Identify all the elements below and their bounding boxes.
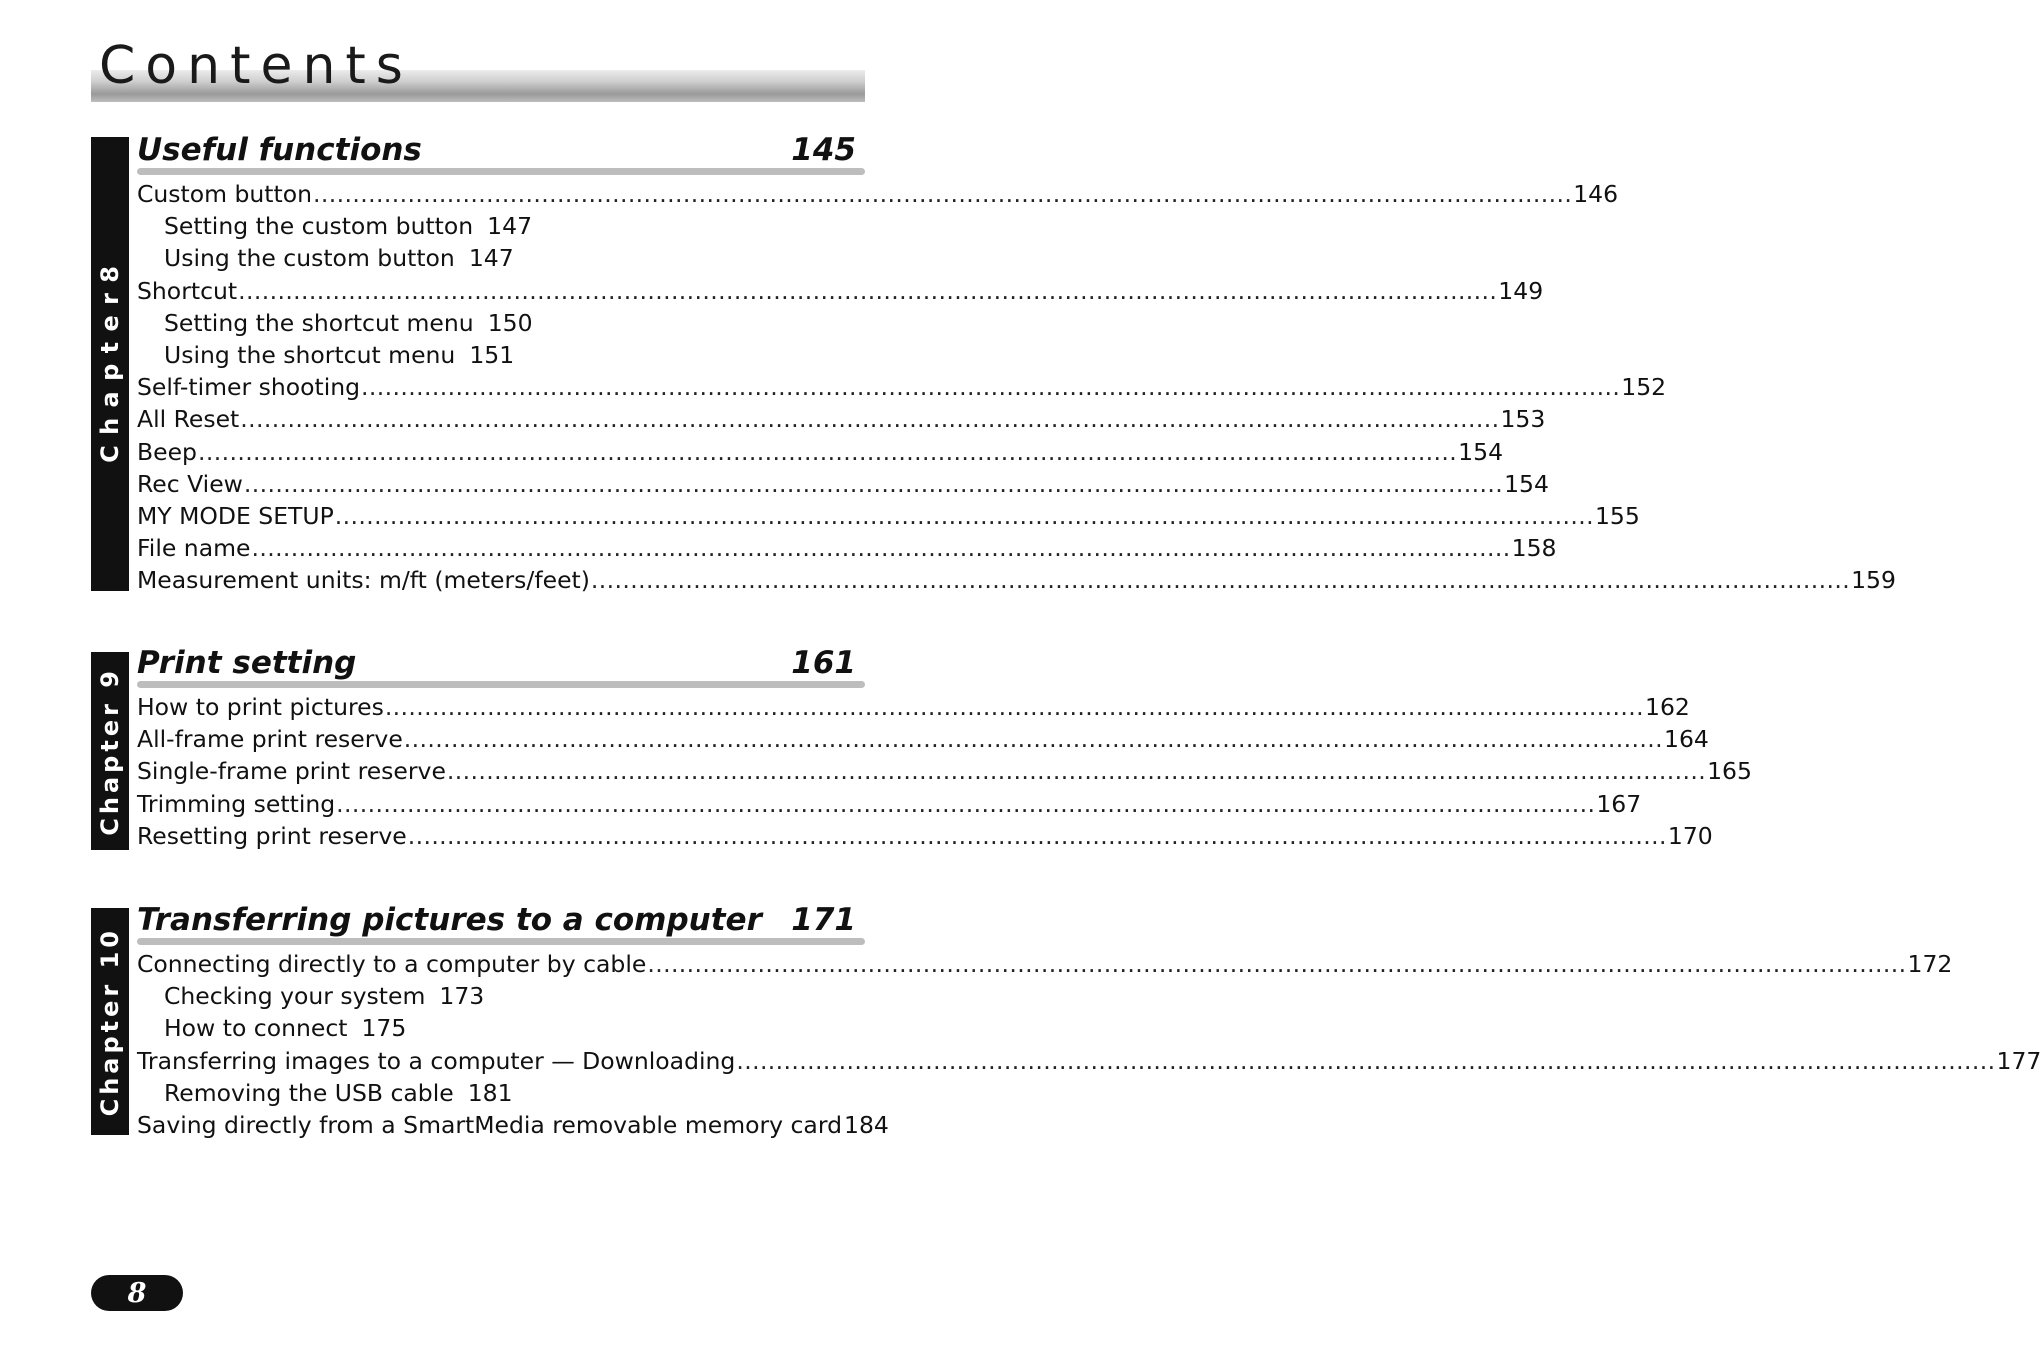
section-chapter-9 [137, 645, 1752, 852]
entry-page: 147 [468, 244, 514, 273]
toc-entry[interactable] [137, 1109, 889, 1141]
page-number-badge [91, 1275, 183, 1311]
entry-label: Resetting print reserve [137, 821, 407, 850]
toc-subentry[interactable] [137, 339, 865, 371]
dot-leader: ................................................................................................................................................................ [736, 1046, 1996, 1075]
section-heading [137, 902, 865, 938]
entry-page: 172 [1907, 950, 1953, 978]
entry-label: All-frame print reserve [137, 725, 403, 754]
entry-page: 184 [844, 1110, 889, 1139]
toc-entry[interactable] [137, 468, 1549, 500]
toc-subentry[interactable] [137, 1012, 865, 1044]
dot-leader: ................................................................................................................................................................ [243, 469, 1504, 498]
toc-entry[interactable] [137, 178, 1619, 210]
entry-label: Shortcut [137, 276, 238, 305]
entry-page: 151 [469, 340, 515, 369]
section-chapter-8 [137, 132, 1896, 596]
entry-page: 152 [1621, 373, 1667, 402]
entry-label: Removing the USB cable [164, 1078, 454, 1107]
toc-subentry[interactable] [137, 980, 865, 1012]
section-rule [137, 168, 865, 175]
toc-subentry[interactable] [137, 242, 865, 274]
entry-label: Checking your system [164, 982, 426, 1011]
entry-label: File name [137, 534, 251, 563]
section-rule [137, 938, 865, 945]
entry-label: Single-frame print reserve [137, 757, 446, 786]
entry-page: 159 [1851, 566, 1896, 595]
entry-page: 149 [1498, 276, 1544, 305]
entry-page: 177 [1996, 1046, 2041, 1075]
entry-page: 150 [487, 308, 533, 337]
toc-entry[interactable] [137, 691, 1690, 723]
page-number: 8 [127, 1277, 147, 1309]
entry-label: How to connect [164, 1014, 348, 1043]
section-page: 145 [791, 132, 856, 168]
section-title: Useful functions [137, 132, 422, 168]
toc-entry[interactable] [137, 436, 1504, 468]
entry-label: Setting the shortcut menu [164, 308, 474, 337]
chapter-tab-label: C h a p t e r 8 [96, 265, 124, 463]
entry-label: All Reset [137, 405, 240, 434]
entry-page: 162 [1645, 693, 1690, 721]
toc-entry[interactable] [137, 403, 1546, 435]
dot-leader: ................................................................................................................................................................ [647, 950, 1907, 978]
section-rule [137, 681, 865, 688]
toc-subentry[interactable] [137, 307, 865, 339]
entry-page: 165 [1707, 757, 1752, 786]
entry-label: Rec View [137, 469, 243, 498]
section-chapter-10 [137, 902, 2041, 1141]
dot-leader: ................................................................................................................................................................ [403, 725, 1663, 754]
entry-page: 154 [1504, 469, 1549, 498]
chapter-tab-8 [91, 137, 129, 591]
entry-page: 167 [1596, 789, 1642, 818]
dot-leader: ................................................................................................................................................................ [336, 789, 1596, 818]
section-page: 161 [791, 645, 856, 681]
toc-entry[interactable] [137, 948, 1953, 980]
dot-leader: ................................................................................................................................................................ [313, 180, 1573, 208]
toc-entry[interactable] [137, 788, 1642, 820]
toc-entry[interactable] [137, 371, 1667, 403]
dot-leader: ................................................................................................................................................................ [197, 437, 1458, 466]
entry-label: Connecting directly to a computer by cable [137, 950, 647, 978]
entry-page: 164 [1664, 725, 1709, 754]
chapter-tab-label: Chapter 9 [96, 666, 124, 836]
entry-page: 158 [1511, 534, 1557, 563]
entry-page: 153 [1500, 405, 1546, 434]
toc-entry[interactable] [137, 532, 1557, 564]
toc-entry[interactable] [137, 755, 1752, 787]
dot-leader: ................................................................................................................................................................ [446, 757, 1707, 786]
chapter-tab-label: Chapter 10 [96, 926, 124, 1117]
dot-leader: ................................................................................................................................................................ [334, 501, 1594, 530]
entry-label: Transferring images to a computer — Downloading [137, 1046, 736, 1075]
entry-label: Trimming setting [137, 789, 336, 818]
entry-page: 155 [1594, 501, 1640, 530]
toc-subentry[interactable] [137, 210, 865, 242]
dot-leader: ................................................................................................................................................................ [251, 534, 1511, 563]
section-heading [137, 132, 865, 168]
section-page: 171 [791, 902, 856, 938]
entry-label: Measurement units: m/ft (meters/feet) [137, 566, 590, 595]
entry-page: 173 [439, 982, 485, 1011]
page-title: Contents [99, 36, 413, 96]
toc-entry[interactable] [137, 500, 1640, 532]
entry-label: How to print pictures [137, 693, 384, 721]
section-heading [137, 645, 865, 681]
entry-label: Beep [137, 437, 197, 466]
toc-entry[interactable] [137, 723, 1709, 755]
entry-page: 175 [361, 1014, 407, 1043]
entry-label: Self-timer shooting [137, 373, 361, 402]
entry-page: 170 [1667, 821, 1713, 850]
entry-label: Using the custom button [164, 244, 455, 273]
entry-label: Using the shortcut menu [164, 340, 456, 369]
entry-page: 181 [467, 1078, 513, 1107]
toc-entry[interactable] [137, 820, 1713, 852]
dot-leader: ................................................................................................................................................................ [590, 566, 1851, 595]
toc-entry[interactable] [137, 275, 1544, 307]
entry-label: MY MODE SETUP [137, 501, 334, 530]
section-title: Transferring pictures to a computer [137, 902, 762, 938]
entry-label: Custom button [137, 180, 313, 208]
entry-label: Setting the custom button [164, 212, 474, 241]
chapter-tab-10 [91, 908, 129, 1135]
chapter-tab-9 [91, 652, 129, 850]
dot-leader: ................................................................................................................................................................ [240, 405, 1500, 434]
entry-page: 147 [487, 212, 533, 241]
toc-entry[interactable] [137, 564, 1896, 596]
dot-leader: ................................................................................................................................................................ [238, 276, 1498, 305]
dot-leader: ................................................................................................................................................................ [384, 693, 1645, 721]
entry-page: 154 [1458, 437, 1504, 466]
section-title: Print setting [137, 645, 357, 681]
entry-label: Saving directly from a SmartMedia removable memory card [137, 1110, 842, 1139]
toc-entry[interactable] [137, 1045, 2041, 1077]
dot-leader: ................................................................................................................................................................ [361, 373, 1621, 402]
toc-subentry[interactable] [137, 1077, 865, 1109]
entry-page: 146 [1573, 180, 1619, 208]
dot-leader: ................................................................................................................................................................ [407, 821, 1667, 850]
